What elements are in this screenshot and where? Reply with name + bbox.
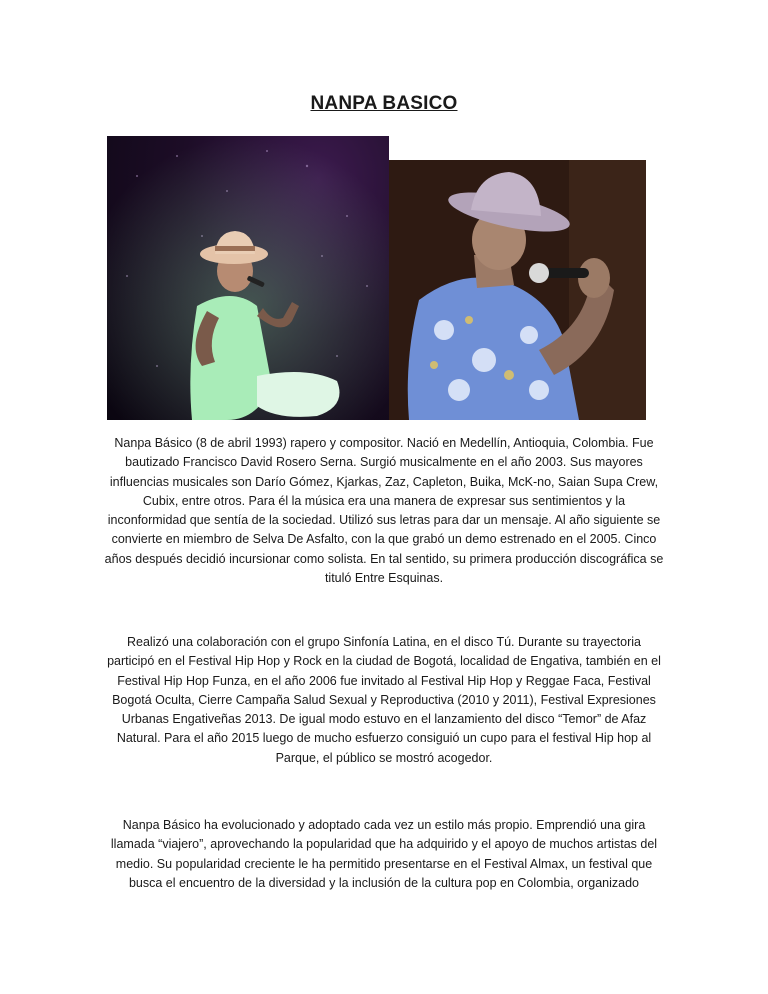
evolution-paragraph: Nanpa Básico ha evolucionado y adoptado cada vez un estilo más propio. Emprendió una gira llamada “viajero”, aprovechando la popularidad que ha adquirido y el apoyo de muchos artistas del medio. Su popularidad creciente le ha permitido presentarse en el Festival Almax, un festival que busca el encuentro de la diversidad y la inclusión de la cultura pop en Colombia, organizado (110, 818, 658, 890)
biography-paragraph: Nanpa Básico (8 de abril 1993) rapero y compositor. Nació en Medellín, Antioquia, Colombia. Fue bautizado Francisco David Rosero Serna. Surgió musicalmente en el año 2003. Sus mayores influencias musicales son Darío Gómez, Kjarkas, Zaz, Capleton, Buika, McK-no, Saian Supa Crew, Cubix, entre otros. Para él la música era una manera de expresar sus sentimientos y la inconformidad que sentía de la sociedad. Utilizó sus letras para dar un mensaje. Al año siguiente se convierte en miembro de Selva De Asfalto, con la que grabó un demo estrenado en el 2005. Cinco años después decidió incursionar como solista. En tal sentido, su primera producción discográfica se tituló Entre Esquinas. (104, 436, 664, 586)
performer-stage-illustration (107, 136, 389, 420)
performer-portrait-photo (389, 160, 646, 420)
career-paragraph: Realizó una colaboración con el grupo Sinfonía Latina, en el disco Tú. Durante su trayectoria participó en el Festival Hip Hop y Rock en la ciudad de Bogotá, localidad de Engativa, también en el Festival Hip Hop Funza, en el año 2006 fue invitado al Festival Hip Hop y Reggae Faca, Festival Bogotá Oculta, Cierre Campaña Salud Sexual y Reproductiva (2010 y 2011), Festival Expresiones Urbanas Engativeñas 2013. De igual modo estuvo en el lanzamiento del disco “Temor” de Afaz Natural. Para el año 2015 luego de mucho esfuerzo consiguió un cupo para el festival Hip hop al Parque, el público se mostró acogedor. (107, 635, 661, 765)
performer-portrait-illustration (389, 160, 646, 420)
document-title: NANPA BASICO (310, 93, 458, 114)
performer-stage-photo (107, 136, 389, 420)
